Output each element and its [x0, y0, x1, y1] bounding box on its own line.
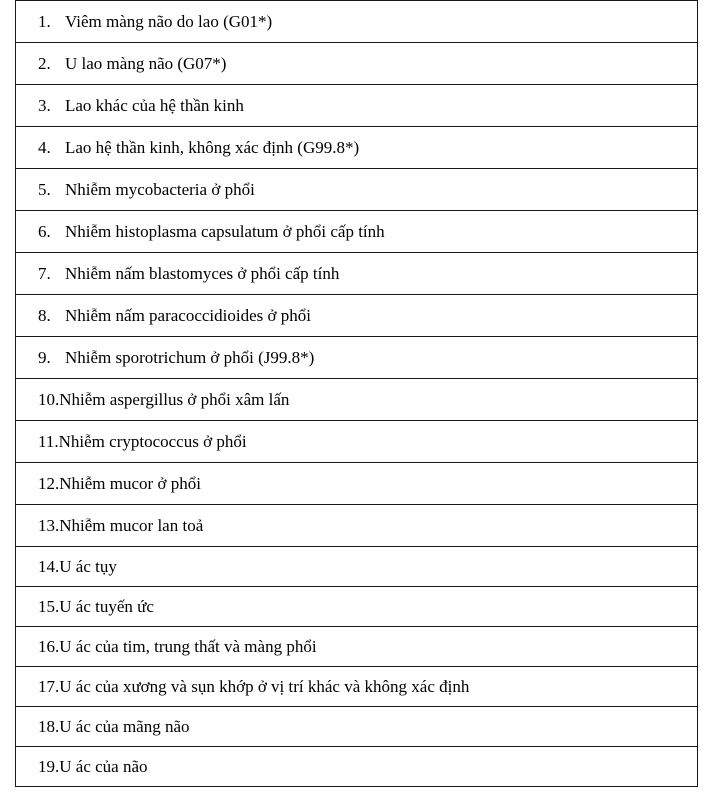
table-cell: [16, 295, 698, 337]
table-row: [16, 127, 698, 169]
item-text: Nhiễm mycobacteria ở phổi: [65, 180, 255, 199]
table-cell: [16, 337, 698, 379]
table-cell: [16, 587, 698, 627]
item-text: U lao màng não (G07*): [65, 54, 227, 73]
table-row: [16, 707, 698, 747]
item-text: Lao khác của hệ thần kinh: [65, 96, 244, 115]
item-text: U ác của mãng não: [59, 717, 190, 736]
table-row: [16, 463, 698, 505]
table-cell: [16, 169, 698, 211]
table-cell: [16, 707, 698, 747]
table-cell: [16, 1, 698, 43]
item-number: 8.: [38, 306, 51, 325]
item-number: 18.: [38, 717, 60, 736]
table-row: [16, 667, 698, 707]
disease-list-table: [15, 0, 698, 787]
item-number: 12.: [38, 474, 60, 493]
table-row: [16, 337, 698, 379]
table-row: [16, 421, 698, 463]
table-cell: [16, 253, 698, 295]
item-text: Nhiễm histoplasma capsulatum ở phổi cấp tính: [65, 222, 385, 241]
item-number: 19.: [38, 757, 60, 776]
item-number: 14.: [38, 557, 60, 576]
table-row: [16, 295, 698, 337]
item-text: Nhiễm nấm paracoccidioides ở phổi: [65, 306, 311, 325]
table-cell: [16, 85, 698, 127]
table-row: [16, 505, 698, 547]
table-cell: [16, 627, 698, 667]
table-cell: [16, 379, 698, 421]
item-number: 9.: [38, 348, 51, 367]
item-text: Nhiễm nấm blastomyces ở phổi cấp tính: [65, 264, 340, 283]
table-cell: [16, 421, 698, 463]
item-text: U ác tuyến ức: [59, 597, 154, 616]
item-number: 7.: [38, 264, 51, 283]
table-row: [16, 587, 698, 627]
table-cell: [16, 463, 698, 505]
table-row: [16, 169, 698, 211]
table-row: [16, 547, 698, 587]
item-text: U ác của não: [59, 757, 148, 776]
item-text: Lao hệ thần kinh, không xác định (G99.8*): [65, 138, 360, 157]
table-row: [16, 627, 698, 667]
item-number: 13.: [38, 516, 60, 535]
table-row: [16, 747, 698, 787]
table-row: [16, 379, 698, 421]
item-text: Nhiễm mucor lan toả: [59, 516, 204, 535]
item-number: 6.: [38, 222, 51, 241]
item-text: Nhiễm sporotrichum ở phổi (J99.8*): [65, 348, 315, 367]
table-row: [16, 43, 698, 85]
item-text: Nhiễm aspergillus ở phổi xâm lấn: [59, 390, 290, 409]
item-text: Nhiễm mucor ở phổi: [59, 474, 201, 493]
table-row: [16, 211, 698, 253]
item-text: U ác của tim, trung thất và màng phổi: [59, 637, 317, 656]
item-number: 11.: [38, 432, 59, 451]
item-text: U ác của xương và sụn khớp ở vị trí khác và không xác định: [59, 677, 470, 696]
item-number: 17.: [38, 677, 60, 696]
item-number: 2.: [38, 54, 51, 73]
item-number: 1.: [38, 12, 51, 31]
item-number: 3.: [38, 96, 51, 115]
table-row: [16, 253, 698, 295]
table-cell: [16, 547, 698, 587]
item-text: Viêm màng não do lao (G01*): [65, 12, 273, 31]
table-cell: [16, 667, 698, 707]
table-cell: [16, 127, 698, 169]
table-row: [16, 1, 698, 43]
table-cell: [16, 43, 698, 85]
table-cell: [16, 211, 698, 253]
item-number: 15.: [38, 597, 60, 616]
table-cell: [16, 505, 698, 547]
item-number: 16.: [38, 637, 60, 656]
item-text: U ác tụy: [59, 557, 117, 576]
item-number: 10.: [38, 390, 60, 409]
item-number: 5.: [38, 180, 51, 199]
item-number: 4.: [38, 138, 51, 157]
table-cell: [16, 747, 698, 787]
item-text: Nhiễm cryptococcus ở phổi: [58, 432, 247, 451]
table-row: [16, 85, 698, 127]
